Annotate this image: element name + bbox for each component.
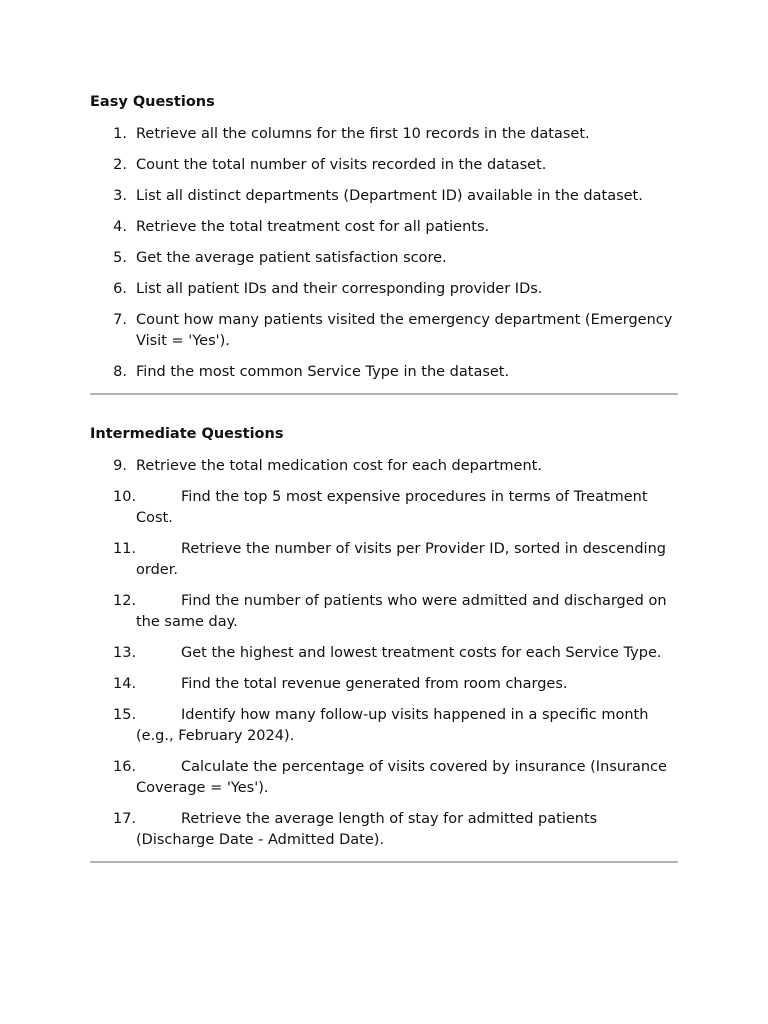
document-page — [90, 92, 678, 863]
question-item — [90, 248, 678, 269]
question-number: 2. — [113, 157, 127, 173]
question-text: Find the top 5 most expensive procedures in terms of Treatment Cost. — [136, 489, 648, 526]
question-text: Find the number of patients who were admitted and discharged on the same day. — [136, 593, 667, 630]
question-item — [90, 487, 678, 529]
question-item — [90, 705, 678, 747]
question-item — [90, 456, 678, 477]
question-text: Get the average patient satisfaction score. — [136, 250, 447, 266]
question-number: 3. — [113, 188, 127, 204]
question-text: Retrieve the average length of stay for admitted patients (Discharge Date - Admitted Date). — [136, 811, 598, 848]
question-item — [90, 757, 678, 799]
question-text: Retrieve all the columns for the first 10 records in the dataset. — [136, 126, 590, 142]
question-number: 15. — [113, 707, 137, 723]
question-text: Count how many patients visited the emergency department (Emergency Visit = 'Yes'). — [136, 312, 673, 349]
question-item — [90, 674, 678, 695]
question-number: 6. — [113, 281, 127, 297]
question-item — [90, 124, 678, 145]
section-divider — [90, 861, 678, 863]
question-item — [90, 809, 678, 851]
question-number: 8. — [113, 364, 127, 380]
question-text: Find the total revenue generated from room charges. — [181, 676, 568, 692]
intermediate-questions-list — [90, 456, 678, 851]
question-text: Count the total number of visits recorded in the dataset. — [136, 157, 547, 173]
question-text: Identify how many follow-up visits happened in a specific month (e.g., February 2024). — [136, 707, 649, 744]
question-number: 4. — [113, 219, 127, 235]
question-item — [90, 279, 678, 300]
question-number: 7. — [113, 312, 127, 328]
question-item — [90, 539, 678, 581]
question-item — [90, 362, 678, 383]
question-text: List all patient IDs and their corresponding provider IDs. — [136, 281, 543, 297]
question-number: 1. — [113, 126, 127, 142]
section-divider — [90, 393, 678, 395]
easy-questions-heading: Easy Questions — [90, 94, 215, 110]
question-item — [90, 591, 678, 633]
question-number: 10. — [113, 489, 137, 505]
question-text: Calculate the percentage of visits covered by insurance (Insurance Coverage = 'Yes'). — [136, 759, 667, 796]
question-text: Retrieve the total medication cost for each department. — [136, 458, 542, 474]
question-number: 9. — [113, 458, 127, 474]
question-text: Retrieve the total treatment cost for all patients. — [136, 219, 490, 235]
question-number: 14. — [113, 676, 137, 692]
question-item — [90, 310, 678, 352]
question-text: List all distinct departments (Department ID) available in the dataset. — [136, 188, 643, 204]
question-item — [90, 217, 678, 238]
question-number: 12. — [113, 593, 137, 609]
question-number: 11. — [113, 541, 137, 557]
intermediate-questions-heading: Intermediate Questions — [90, 426, 284, 442]
question-number: 17. — [113, 811, 137, 827]
easy-questions-list — [90, 124, 678, 383]
question-item — [90, 186, 678, 207]
question-text: Get the highest and lowest treatment costs for each Service Type. — [181, 645, 662, 661]
question-number: 13. — [113, 645, 137, 661]
question-item — [90, 155, 678, 176]
question-number: 5. — [113, 250, 127, 266]
question-text: Retrieve the number of visits per Provider ID, sorted in descending order. — [136, 541, 666, 578]
question-number: 16. — [113, 759, 137, 775]
question-text: Find the most common Service Type in the dataset. — [136, 364, 510, 380]
question-item — [90, 643, 678, 664]
